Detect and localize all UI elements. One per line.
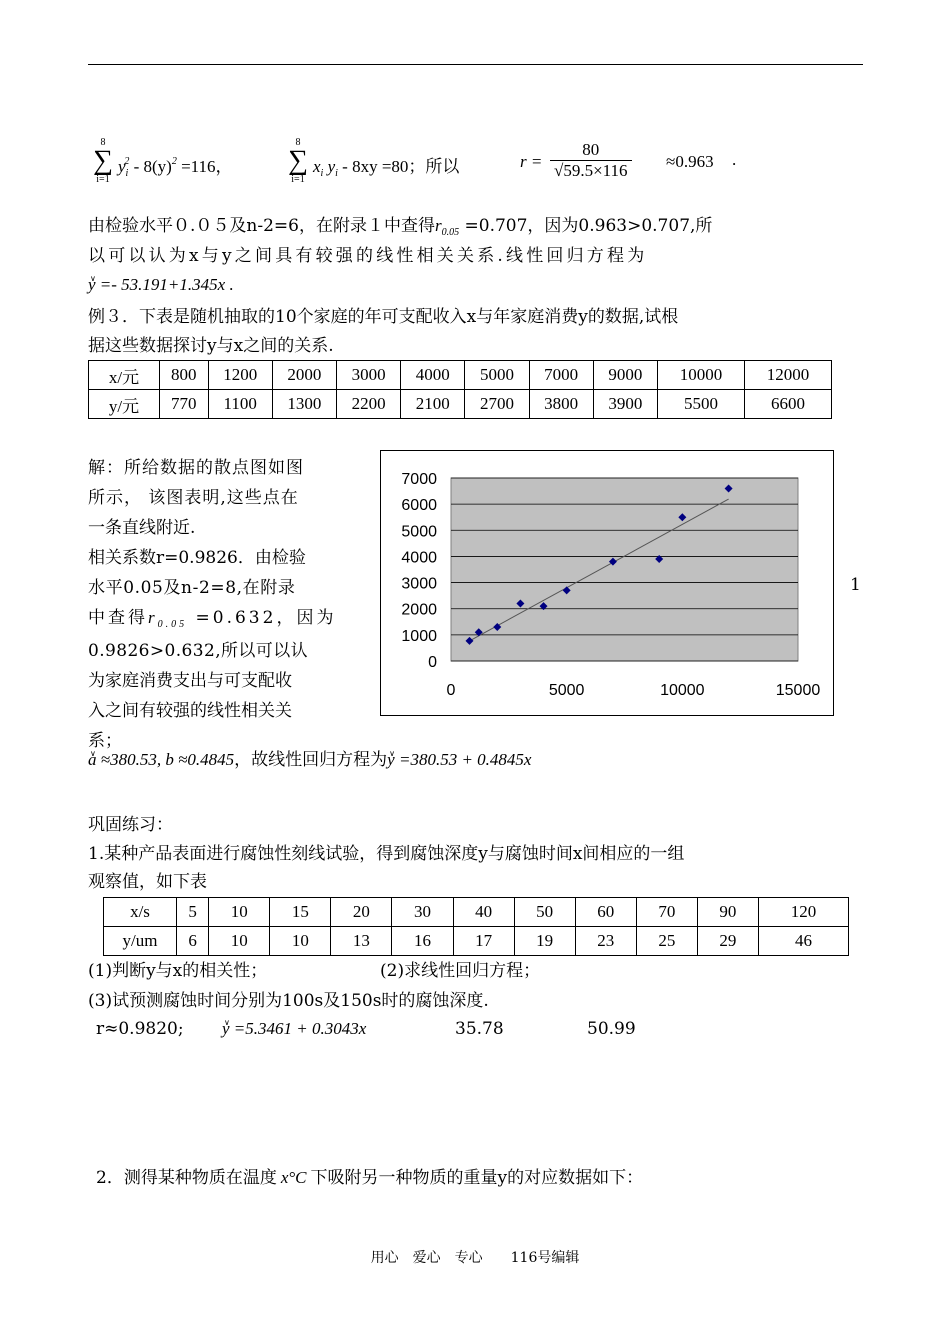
header-rule bbox=[88, 64, 863, 65]
table-cell: 1200 bbox=[208, 361, 272, 390]
x-tick-label: 5000 bbox=[548, 682, 585, 699]
table-cell: 1100 bbox=[208, 390, 272, 419]
para1-line2: 以可以认为x与y之间具有较强的线性相关关系.线性回归方程为 bbox=[88, 246, 648, 266]
example3-line1: 例３．下表是随机抽取的10个家庭的年可支配收入x与年家庭消费y的数据,试根 bbox=[88, 307, 679, 327]
table-cell: 70 bbox=[636, 898, 697, 927]
table-cell: 6 bbox=[177, 927, 209, 956]
table-row bbox=[104, 898, 849, 927]
sigma-icon: ∑ bbox=[288, 145, 308, 176]
solution-line: 所示， 该图表明,这些点在 bbox=[88, 488, 299, 508]
y-tick-label: 2000 bbox=[401, 601, 437, 619]
final-line bbox=[88, 745, 531, 775]
y-tick-label: 1000 bbox=[401, 627, 437, 645]
table-cell: 30 bbox=[392, 898, 453, 927]
table-cell: x/s bbox=[104, 898, 177, 927]
table-cell: 23 bbox=[575, 927, 636, 956]
r-result: ≈0.963 bbox=[666, 152, 714, 171]
table-cell: y/元 bbox=[89, 390, 160, 419]
regression-eq-2: ∨ y =380.53 + 0.4845x bbox=[387, 745, 531, 775]
sum1-sub: i bbox=[125, 168, 129, 179]
table-cell: 12000 bbox=[745, 361, 832, 390]
sum2-rest: - 8xy bbox=[337, 157, 378, 176]
comma: ， bbox=[215, 157, 233, 176]
solution-text: =0.632，因为 bbox=[187, 608, 337, 628]
answer-r: r≈0.9820; bbox=[96, 1019, 184, 1039]
table-cell: 19 bbox=[514, 927, 575, 956]
table-cell: 3000 bbox=[336, 361, 400, 390]
sum1-rest: - 8(y) bbox=[129, 157, 172, 176]
table-cell: 10 bbox=[209, 927, 270, 956]
scatter-chart bbox=[381, 451, 833, 715]
sum2-result: =80 bbox=[377, 157, 409, 176]
table-cell: 6600 bbox=[745, 390, 832, 419]
sum1-body: y bbox=[118, 157, 126, 176]
solution-block bbox=[88, 453, 336, 756]
solution-line: 相关系数r=0.9826．由检验 bbox=[88, 548, 306, 568]
solution-line: 解：所给数据的散点图如图 bbox=[88, 458, 304, 478]
y-tick-label: 6000 bbox=[401, 497, 437, 515]
table-cell: 7000 bbox=[529, 361, 593, 390]
regression-eq-1: ∨ y =- 53.191+1.345x . bbox=[88, 270, 234, 300]
table-cell: 25 bbox=[636, 927, 697, 956]
answer-1: 35.78 bbox=[455, 1019, 504, 1039]
sum2-upper: 8 bbox=[295, 137, 301, 148]
sigma-icon: ∑ bbox=[93, 145, 113, 176]
solution-line: 一条直线附近. bbox=[88, 518, 196, 538]
y-tick-label: 4000 bbox=[401, 549, 437, 567]
r-label: r = bbox=[520, 152, 543, 171]
y-tick-label: 5000 bbox=[401, 523, 437, 541]
sub-question-1: (1)判断y与x的相关性； bbox=[88, 961, 268, 981]
formula-line bbox=[88, 138, 848, 198]
y-tick-label: 0 bbox=[428, 654, 437, 671]
answer-2: 50.99 bbox=[587, 1019, 636, 1039]
y-tick-label: 3000 bbox=[401, 575, 437, 593]
table-cell: 5500 bbox=[658, 390, 745, 419]
question-2 bbox=[96, 1163, 643, 1193]
solution-line: 系； bbox=[88, 731, 122, 751]
sum1-rest-sup: 2 bbox=[171, 156, 177, 167]
table-cell: 120 bbox=[758, 898, 848, 927]
table-cell: 4000 bbox=[401, 361, 465, 390]
page-footer: 用心 爱心 专心 116号编辑 bbox=[370, 1250, 580, 1266]
table-cell: 2100 bbox=[401, 390, 465, 419]
table-cell: 2000 bbox=[272, 361, 336, 390]
sub-question-3: (3)试预测腐蚀时间分别为100s及150s时的腐蚀深度. bbox=[88, 991, 489, 1011]
solution-text: 中查得 bbox=[88, 608, 148, 628]
table-cell: 17 bbox=[453, 927, 514, 956]
solution-line bbox=[88, 603, 336, 636]
final-text: ，故线性回归方程为 bbox=[234, 750, 388, 769]
table-cell: 29 bbox=[697, 927, 758, 956]
plot-area bbox=[451, 478, 798, 661]
sum2-sub2: i bbox=[335, 168, 338, 179]
table-row bbox=[89, 390, 832, 419]
q2-math: x°C bbox=[280, 1168, 307, 1187]
page-marker: 1 bbox=[850, 575, 861, 595]
sum1-upper: 8 bbox=[100, 137, 106, 148]
table-cell: 770 bbox=[160, 390, 209, 419]
table-cell: 60 bbox=[575, 898, 636, 927]
so-text: ；所以 bbox=[408, 157, 460, 176]
table-cell: 16 bbox=[392, 927, 453, 956]
table-cell: 10000 bbox=[658, 361, 745, 390]
sum1-lower: i=1 bbox=[96, 174, 110, 185]
table-cell: 5000 bbox=[465, 361, 529, 390]
x-tick-label: 10000 bbox=[660, 682, 705, 699]
scatter-chart-frame bbox=[380, 450, 834, 716]
table-cell: 5 bbox=[177, 898, 209, 927]
q2-text-a: 2．测得某种物质在温度 bbox=[96, 1168, 277, 1188]
table-cell: 2700 bbox=[465, 390, 529, 419]
solution-line: 入之间有较强的线性相关关 bbox=[88, 701, 292, 721]
x-tick-label: 15000 bbox=[775, 682, 821, 699]
table-cell: 40 bbox=[453, 898, 514, 927]
answer-eq-text: ∨ y =5.3461 + 0.3043x bbox=[222, 1014, 366, 1044]
r-numerator: 80 bbox=[550, 140, 632, 161]
para1-line1 bbox=[88, 211, 712, 244]
table-cell: 1300 bbox=[272, 390, 336, 419]
table-cell: x/元 bbox=[89, 361, 160, 390]
table-cell: 800 bbox=[160, 361, 209, 390]
table-cell: 50 bbox=[514, 898, 575, 927]
sub-question-2: (2)求线性回归方程； bbox=[380, 961, 541, 981]
table-cell: 46 bbox=[758, 927, 848, 956]
r-sub: 0.05 bbox=[441, 227, 460, 238]
y-tick-label: 7000 bbox=[401, 471, 437, 488]
answer-eq bbox=[222, 1014, 366, 1044]
table-cell: y/um bbox=[104, 927, 177, 956]
table-row bbox=[89, 361, 832, 390]
q1-line2: 观察值，如下表 bbox=[88, 872, 207, 892]
solution-line: 为家庭消费支出与可支配收 bbox=[88, 671, 292, 691]
para1-text-a: 由检验水平０.０５及n-2=6，在附录１中查得 bbox=[88, 216, 435, 236]
r-symbol: r bbox=[434, 216, 442, 235]
end-dot: . bbox=[732, 150, 737, 169]
x-tick-label: 0 bbox=[446, 682, 456, 699]
sum1-sup: 2 bbox=[124, 156, 130, 167]
table-cell: 13 bbox=[331, 927, 392, 956]
table-cell: 15 bbox=[270, 898, 331, 927]
table-cell: 9000 bbox=[593, 361, 657, 390]
corrosion-table bbox=[103, 897, 849, 956]
table-cell: 90 bbox=[697, 898, 758, 927]
para1-text-b: =0.707，因为0.963>0.707,所 bbox=[459, 216, 713, 236]
para1-line3 bbox=[88, 270, 234, 300]
q1-line1: 1.某种产品表面进行腐蚀性刻线试验，得到腐蚀深度y与腐蚀时间x间相应的一组 bbox=[88, 844, 685, 864]
table-cell: 10 bbox=[270, 927, 331, 956]
solution-line: 0.9826>0.632,所以可以认 bbox=[88, 641, 308, 661]
r-denominator: √59.5×116 bbox=[554, 161, 628, 180]
q2-text-b: 下吸附另一种物质的重量y的对应数据如下： bbox=[310, 1168, 644, 1188]
solution-line: 水平0.05及n-2=8,在附录 bbox=[88, 578, 296, 598]
sum1-result: =116 bbox=[176, 157, 216, 176]
example3-line2: 据这些数据探讨y与x之间的关系. bbox=[88, 336, 334, 356]
sum2-sub: i bbox=[320, 168, 324, 179]
table-cell: 20 bbox=[331, 898, 392, 927]
table-row bbox=[104, 927, 849, 956]
coefficients: ∨ a ≈380.53, b ≈0.4845 bbox=[88, 745, 234, 775]
income-table bbox=[88, 360, 832, 419]
table-cell: 3800 bbox=[529, 390, 593, 419]
table-cell: 2200 bbox=[336, 390, 400, 419]
table-cell: 3900 bbox=[593, 390, 657, 419]
table-cell: 10 bbox=[209, 898, 270, 927]
r-sub: 0.05 bbox=[157, 619, 188, 630]
practice-heading: 巩固练习： bbox=[88, 815, 173, 835]
sum2-body: x bbox=[313, 157, 321, 176]
sum2-lower: i=1 bbox=[291, 174, 305, 185]
r-symbol: r bbox=[148, 608, 158, 627]
sum2-body2: y bbox=[323, 157, 336, 176]
